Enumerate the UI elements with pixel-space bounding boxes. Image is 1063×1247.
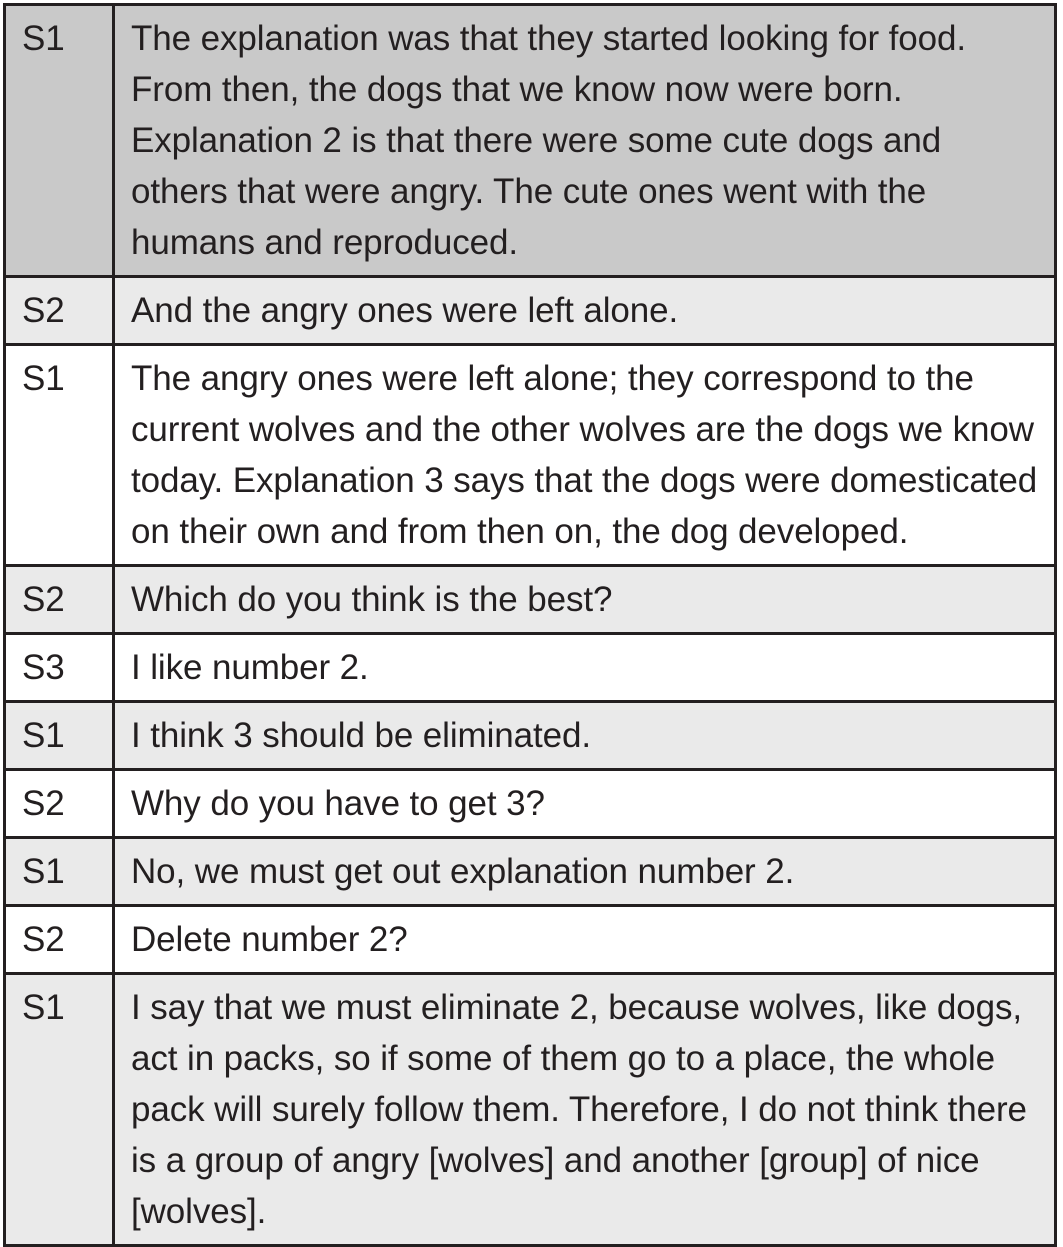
table-row (5, 634, 1056, 702)
utterance-text: Which do you think is the best? (114, 566, 1056, 634)
utterance-text: No, we must get out explanation number 2. (114, 838, 1056, 906)
utterance-text: I think 3 should be eliminated. (114, 702, 1056, 770)
speaker-label: S1 (5, 838, 114, 906)
utterance-text: The explanation was that they started looking for food. From then, the dogs that we know now were born. Explanation 2 is that there were some cute dogs and others that were angry. The cute ones went with the humans and reproduced. (114, 5, 1056, 277)
speaker-label: S2 (5, 770, 114, 838)
speaker-label: S2 (5, 906, 114, 974)
table-row (5, 345, 1056, 566)
utterance-text: Delete number 2? (114, 906, 1056, 974)
speaker-label: S1 (5, 702, 114, 770)
table-row (5, 566, 1056, 634)
table-row (5, 277, 1056, 345)
utterance-text: The angry ones were left alone; they correspond to the current wolves and the other wolves are the dogs we know today. Explanation 3 says that the dogs were domesticated on their own and from then on, the dog developed. (114, 345, 1056, 566)
table-row (5, 838, 1056, 906)
speaker-label: S2 (5, 277, 114, 345)
speaker-label: S1 (5, 5, 114, 277)
table-row (5, 906, 1056, 974)
utterance-text: Why do you have to get 3? (114, 770, 1056, 838)
table-row (5, 5, 1056, 277)
speaker-label: S1 (5, 974, 114, 1246)
speaker-label: S2 (5, 566, 114, 634)
transcript-body (5, 5, 1056, 1246)
utterance-text: I say that we must eliminate 2, because wolves, like dogs, act in packs, so if some of them go to a place, the whole pack will surely follow them. Therefore, I do not think there is a group of angry [wolves] and another [group] of nice [wolves]. (114, 974, 1056, 1246)
utterance-text: And the angry ones were left alone. (114, 277, 1056, 345)
utterance-text: I like number 2. (114, 634, 1056, 702)
table-row (5, 770, 1056, 838)
table-row (5, 702, 1056, 770)
speaker-label: S3 (5, 634, 114, 702)
dialogue-transcript-table (3, 3, 1057, 1247)
speaker-label: S1 (5, 345, 114, 566)
table-row (5, 974, 1056, 1246)
